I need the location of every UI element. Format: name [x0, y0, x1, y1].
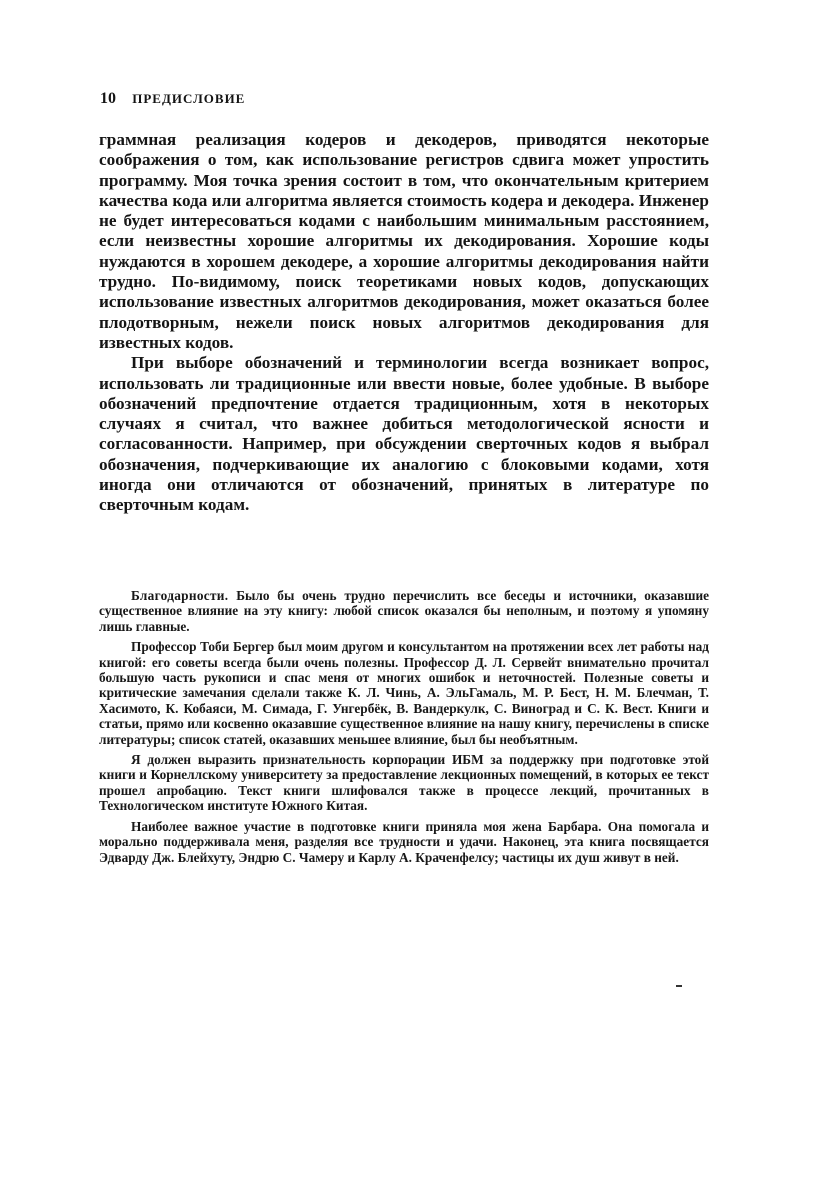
acknowledgements-section: [99, 588, 709, 865]
page-number: 10: [100, 90, 116, 107]
acknowledgement-paragraph: Я должен выразить признательность корпорации ИБМ за поддержку при подготовке этой книги и Корнеллскому университету за предоставление лекционных помещений, в которых ее текст прошел апробацию. Текст книги шлифовался также в процессе лекций, прочитанных в Технологическом институте Южного Китая.: [99, 752, 709, 814]
stray-mark: [676, 985, 682, 987]
acknowledgements-intro: [99, 588, 709, 634]
running-header: [100, 90, 245, 108]
running-title: ПРЕДИСЛОВИЕ: [132, 91, 246, 106]
acknowledgements-intro-text: Было бы очень трудно перечислить все беседы и источники, оказавшие существенное влияние на эту книгу: любой список оказался бы неполным, и поэтому я упомяну лишь главные.: [99, 588, 710, 634]
main-text: [99, 130, 709, 516]
paragraph-notation: При выборе обозначений и терминологии всегда возникает вопрос, использовать ли традиционные или ввести новые, более удобные. В выборе обозначений предпочтение отдается традиционным, хотя в некоторых случаях я считал, что важнее добиться методологической ясности и согласованности. Например, при обсуждении сверточных кодов я выбрал обозначения, подчеркивающие их аналогию с блоковыми кодами, хотя иногда они отличаются от обозначений, принятых в литературе по сверточным кодам.: [99, 353, 709, 515]
acknowledgements-title: Благодарности.: [131, 588, 229, 603]
acknowledgement-paragraph: Наиболее важное участие в подготовке книги приняла моя жена Барбара. Она помогала и морально поддерживала меня, разделяя все трудности и удачи. Наконец, эта книга посвящается Эдварду Дж. Блейхуту, Эндрю С. Чамеру и Карлу А. Краченфелсу; частицы их душ живут в ней.: [99, 818, 709, 865]
acknowledgement-paragraph: Профессор Тоби Бергер был моим другом и консультантом на протяжении всех лет работы над книгой: его советы всегда были очень полезны. Профессор Д. Л. Сервейт внимательно прочитал большую часть рукописи и спас меня от многих ошибок и неточностей. Полезные советы и критические замечания сделали также К. Л. Чинь, А. ЭльГамаль, М. Р. Бест, Н. М. Блечман, Т. Хасимото, К. Кобаяси, М. Симада, Г. Унгербёк, В. Вандеркулк, С. Виноград и С. К. Вест. Книги и статьи, прямо или косвенно оказавшие существенное влияние на нашу книгу, перечислены в списке литературы; список статей, оказавших меньшее влияние, был бы необъятным.: [99, 639, 709, 747]
paragraph-continuation: граммная реализация кодеров и декодеров, приводятся некоторые соображения о том, как использование регистров сдвига может упростить программу. Моя точка зрения состоит в том, что окончательным критерием качества кода или алгоритма является стоимость кодера и декодера. Инженер не будет интересоваться кодами с наибольшим минимальным расстоянием, если неизвестны хорошие алгоритмы их декодирования. Хорошие коды нуждаются в хорошем декодере, а хорошие алгоритмы декодирования найти трудно. По-видимому, поиск теоретиками новых кодов, допускающих использование известных алгоритмов декодирования, может оказаться более плодотворным, нежели поиск новых алгоритмов декодирования для известных кодов.: [99, 130, 709, 352]
